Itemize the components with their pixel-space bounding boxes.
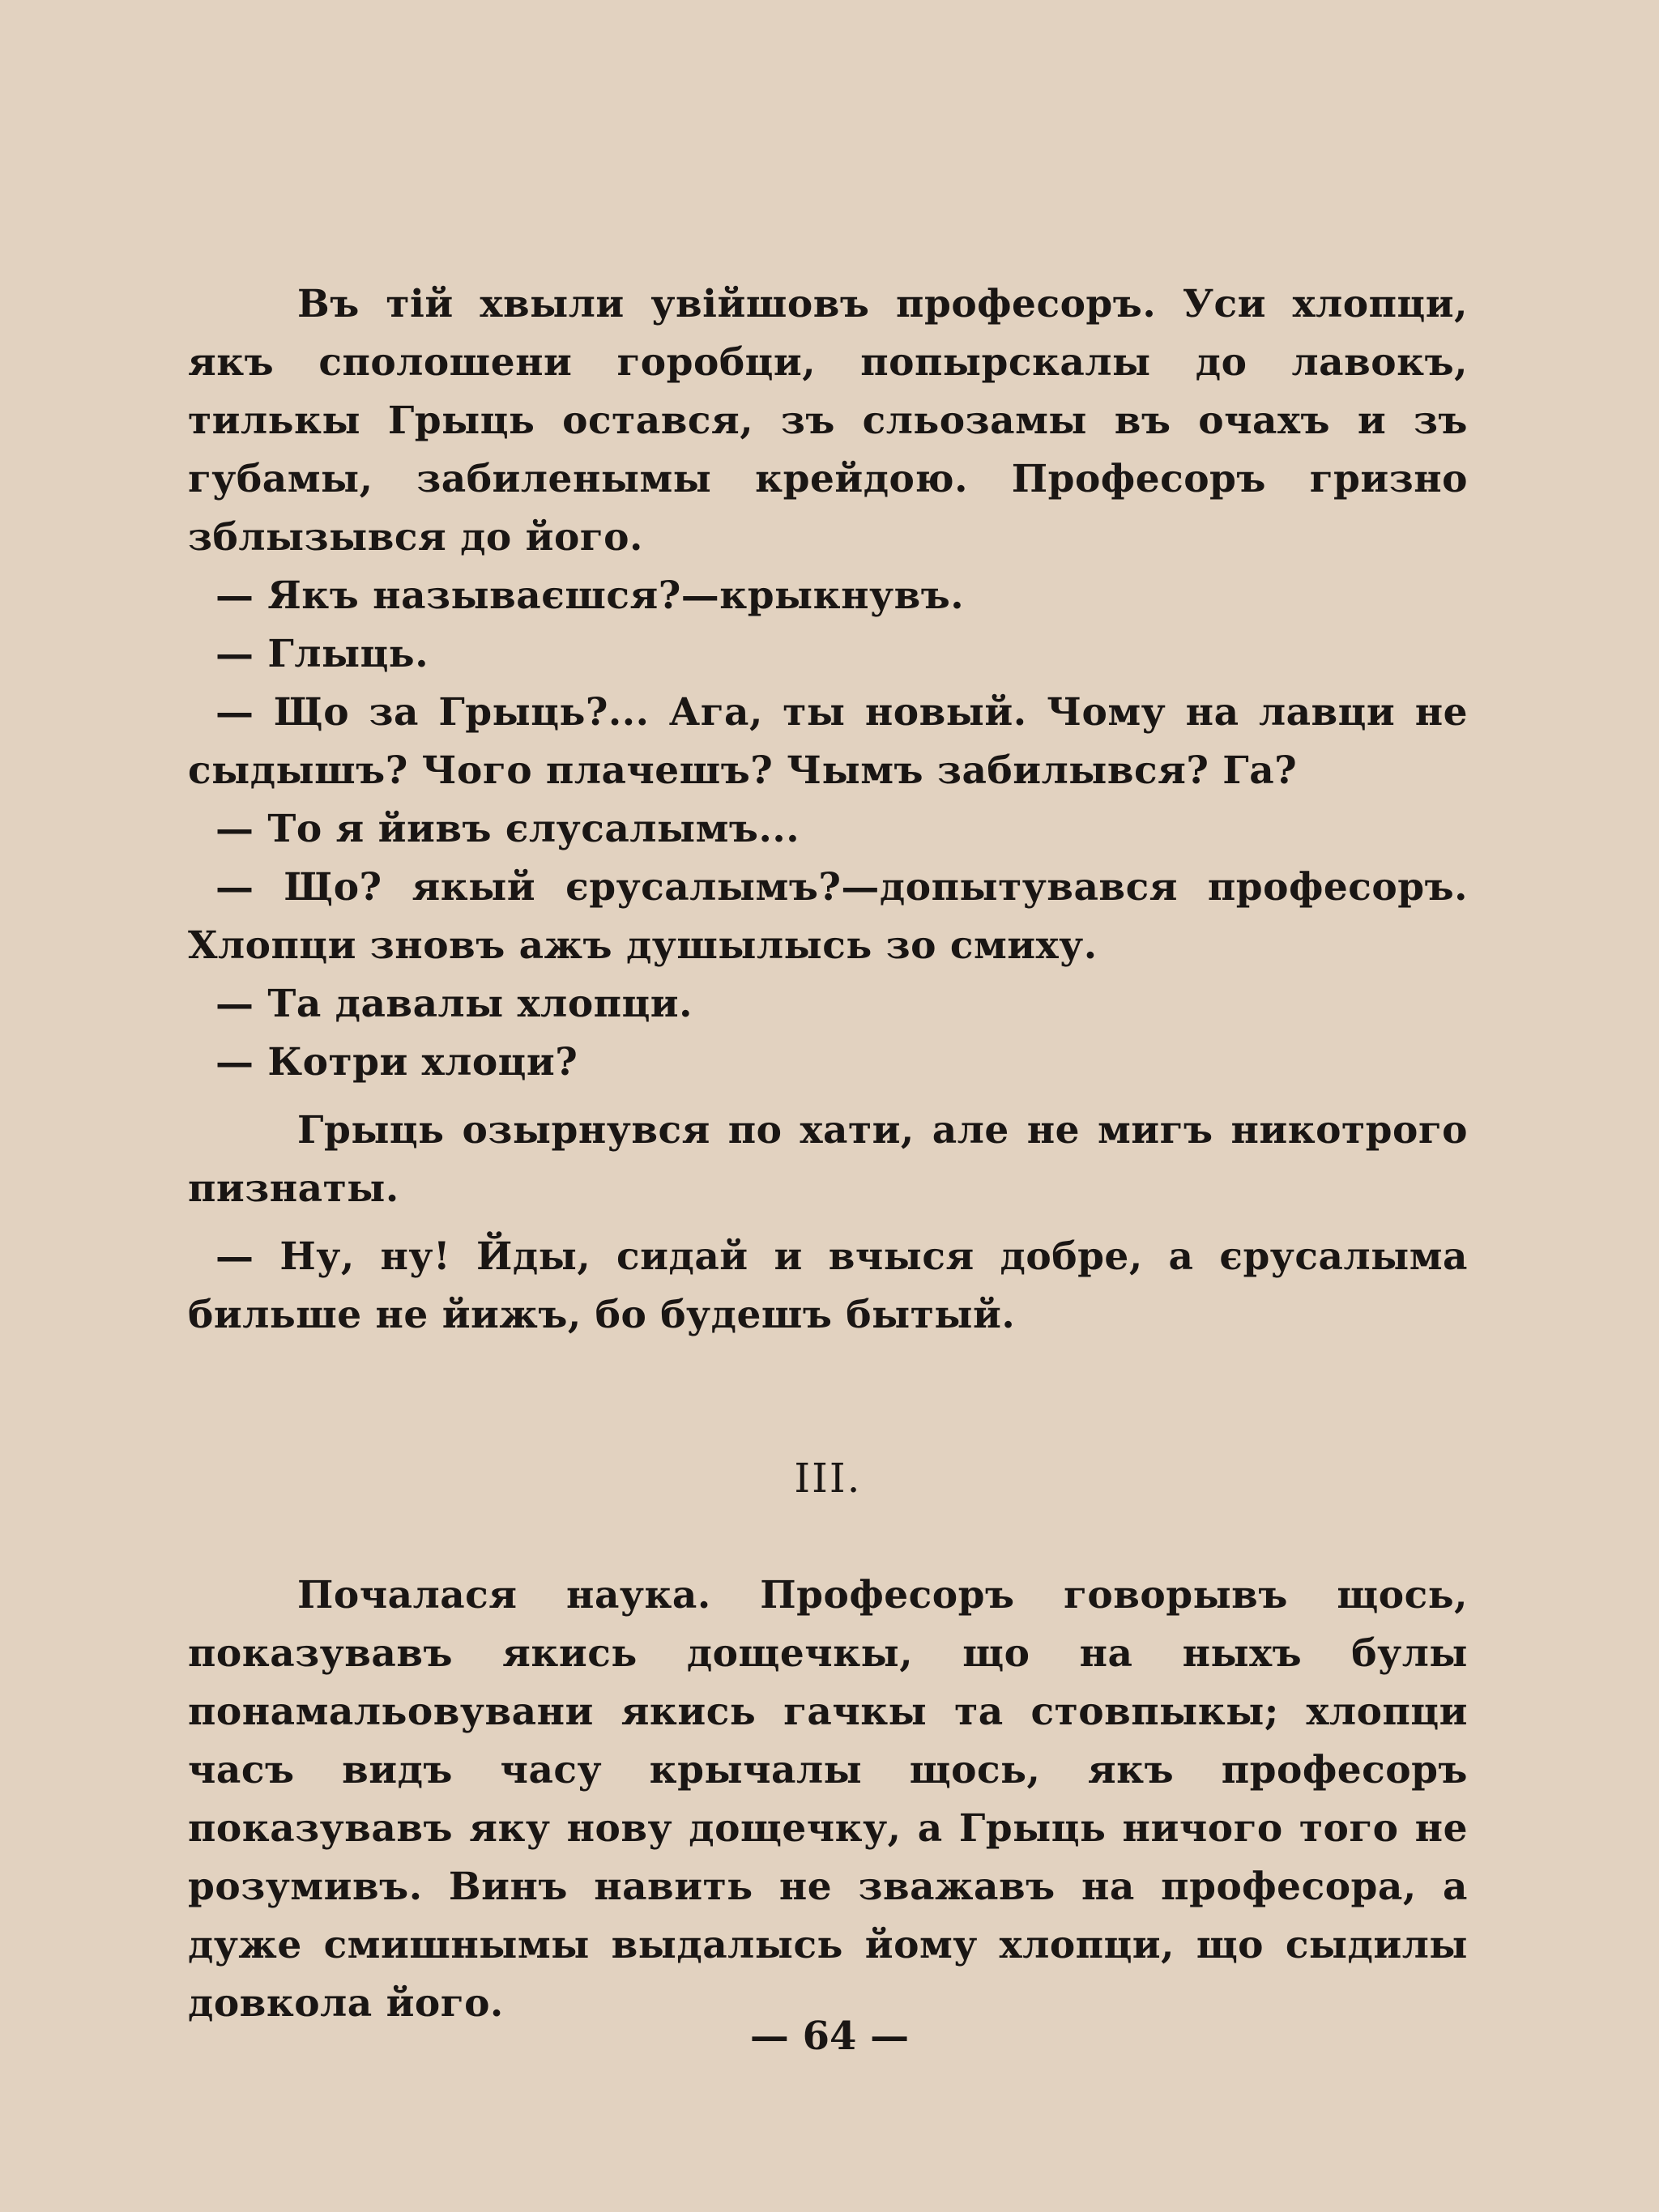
page-number: — 64 — <box>749 2014 910 2059</box>
dialogue-line: — Якъ называєшся?—крыкнувъ. <box>215 573 965 618</box>
dialogue-line: — Та давалы хлопци. <box>215 982 693 1026</box>
dialogue-line: — Що? якый єрусалымъ?—допытувався професоръ. Хлопци зновъ ажъ душылысь зо смиху. <box>188 865 1468 968</box>
dialogue-line: — Ну, ну! Йды, сидай и вчыся добре, а єрусалыма бильше не йижъ, бо будешъ бытый. <box>188 1234 1468 1337</box>
paragraph-section: Почалася наука. Професоръ говорывъ щось, показувавъ якись дощечкы, що на ныхъ булы понамальовувани якись гачкы та стовпыкы; хлопци часъ видъ часу крычалы щось, якъ професоръ показувавъ яку нову дощечку, а Грыць ничого того не розумивъ. Винъ навить не зважавъ на професора, а дуже смишнымы выдалысь йому хлопци, що сыдилы довкола його. <box>188 1573 1468 2026</box>
dialogue-line: — То я йивъ єлусалымъ... <box>215 807 800 851</box>
dialogue-line: — Котри хлоци? <box>215 1040 578 1085</box>
paragraph-narration: Грыць озырнувся по хати, але не мигъ никотрого пизнаты. <box>188 1108 1468 1211</box>
dialogue-line: — Глыць. <box>215 632 429 676</box>
page-text <box>188 275 1468 2033</box>
paragraph-intro: Въ тій хвыли увійшовъ професоръ. Уси хлопци, якъ сполошени горобци, попырскалы до лавокъ, тилькы Грыць остався, зъ сльозамы въ очахъ и зъ губамы, забиленымы крейдою. Професоръ гризно зблызывся до його. <box>188 282 1468 560</box>
section-heading: III. <box>794 1455 862 1502</box>
dialogue-line: — Що за Грыць?... Ага, ты новый. Чому на лавци не сыдышъ? Чого плачешъ? Чымъ забилывся? Га? <box>188 690 1468 793</box>
